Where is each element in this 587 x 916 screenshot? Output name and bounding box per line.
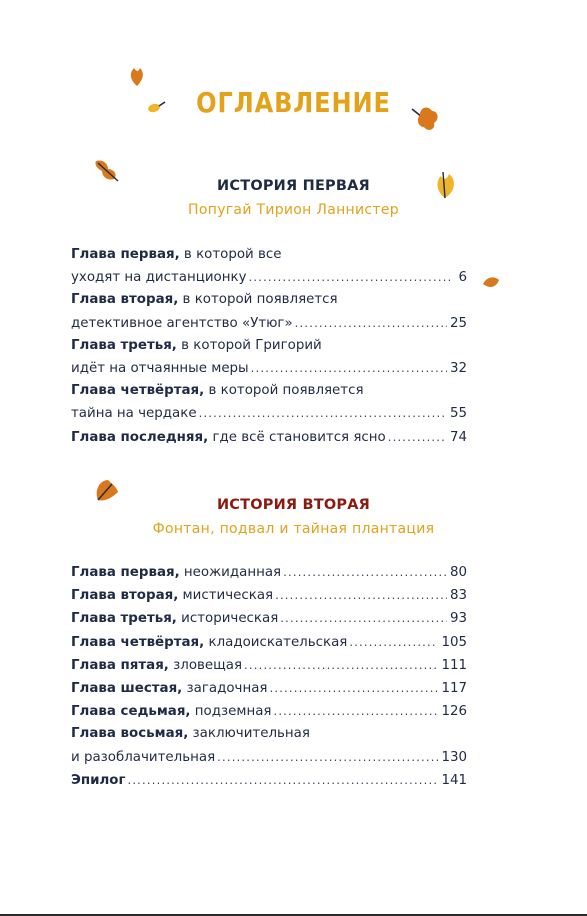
page-number: 111 xyxy=(441,657,467,673)
leaf-icon xyxy=(128,66,146,88)
toc-entry[interactable]: Глава четвёртая, в которой появляется тайна на чердаке ..... 55 xyxy=(71,380,467,425)
page-number: 6 xyxy=(458,270,467,286)
leader-dots xyxy=(217,746,438,768)
page-number: 93 xyxy=(449,611,467,627)
leader-dots xyxy=(249,266,451,288)
toc-entry[interactable]: Глава третья, в которой Григорий идёт на отчаянные меры ..... 32 xyxy=(71,335,467,380)
toc-entry[interactable]: Глава последняя, где всё становится ясно ..... 74 xyxy=(71,426,467,449)
page-title: ОГЛАВЛЕНИЕ xyxy=(196,86,391,119)
leader-dots xyxy=(199,402,447,424)
story-two-heading: ИСТОРИЯ ВТОРАЯ xyxy=(216,497,371,513)
leader-dots xyxy=(349,631,438,653)
leader-dots xyxy=(269,677,438,699)
leader-dots xyxy=(283,561,447,583)
toc-entry[interactable]: Глава первая, неожиданная ..... 80 xyxy=(71,561,467,584)
toc-entry[interactable]: Глава пятая, зловещая ..... 111 xyxy=(71,654,467,677)
leader-dots xyxy=(275,584,447,606)
story-one-heading: ИСТОРИЯ ПЕРВАЯ xyxy=(217,178,370,194)
page-number: 126 xyxy=(441,704,467,720)
toc-entry[interactable]: Глава первая, в которой все уходят на дистанционку ..... 6 xyxy=(71,244,467,289)
page-number: 80 xyxy=(449,565,467,580)
leader-dots xyxy=(251,357,447,379)
toc-entry[interactable]: Глава шестая, загадочная ..... 117 xyxy=(71,677,467,700)
page-number: 105 xyxy=(441,634,467,650)
story-two-subtitle: Фонтан, подвал и тайная плантация xyxy=(152,521,435,537)
page-number: 74 xyxy=(449,429,467,445)
leader-dots xyxy=(388,426,447,448)
page-number: 117 xyxy=(441,681,467,697)
toc-entry[interactable]: Глава седьмая, подземная ..... 126 xyxy=(71,700,467,723)
toc-entry[interactable]: Глава третья, историческая ..... 93 xyxy=(71,607,467,630)
page-number: 83 xyxy=(449,588,467,604)
page-number: 130 xyxy=(441,749,467,765)
leader-dots xyxy=(280,607,447,629)
toc-story-one xyxy=(71,244,467,449)
toc-entry[interactable]: Глава вторая, в которой появляется детективное агентство «Утюг» ..... 25 xyxy=(71,289,467,334)
toc-entry[interactable]: Глава четвёртая, кладоискательская ..... 105 xyxy=(71,631,467,654)
leader-dots xyxy=(295,312,447,334)
page-number: 32 xyxy=(449,361,467,377)
leader-dots xyxy=(127,769,438,791)
toc-entry[interactable]: Эпилог ..... 141 xyxy=(71,769,467,792)
leader-dots xyxy=(244,654,438,676)
page-number: 25 xyxy=(449,315,467,331)
leaf-icon xyxy=(481,274,501,294)
toc-entry[interactable]: Глава вторая, мистическая ..... 83 xyxy=(71,584,467,607)
page-number: 141 xyxy=(441,772,467,788)
page-number: 55 xyxy=(449,406,467,422)
story-one-subtitle: Попугай Тирион Ланнистер xyxy=(188,202,399,218)
leader-dots xyxy=(273,700,438,722)
toc-entry[interactable]: Глава восьмая, заключительная и разоблачительная ..... 130 xyxy=(71,723,467,768)
toc-story-two xyxy=(71,561,467,792)
